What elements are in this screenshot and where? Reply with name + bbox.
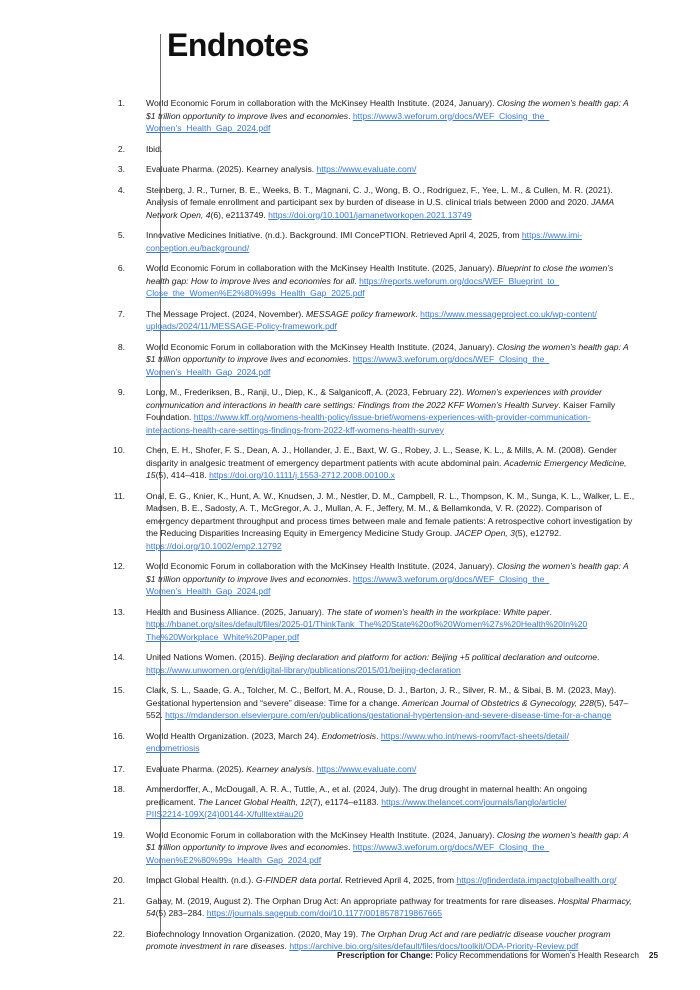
endnote-citation-text: Innovative Medicines Initiative. (n.d.). Background. IMI ConcePTION. Retrieved April 4, 2025, from [146, 230, 522, 240]
endnote-number: 13. [113, 606, 125, 617]
endnote-link[interactable]: https://www.kff.org/womens-health-policy/issue-brief/womens-experiences-with-provider-communication-interactions-health-care-settings-findings-from-2022-kff-womens-health-survey [146, 412, 591, 435]
endnote-citation-text: Onal, E. G., Knier, K., Hunt, A. W., Knudsen, J. M., Nestler, D. M., Campbell, R. L., Thompson, K. M., Sunga, K. L., Walker, L. E., Madsen, B. E., Sadosty, A. T., McGregor, A. J., Mullan, A. F., Jeffery, M. M., & Bellamkonda, V. R. (2022). Comparison of emergency department throughput and process times between male and female patients: A retrospective cohort investigation by the Reducing Disparities Increasing Equity in Emergency Medicine Study Group. [146, 490, 637, 538]
endnote-number: 16. [113, 730, 125, 741]
endnote-link[interactable]: https://www3.weforum.org/docs/WEF_Closing_the_ Women’s_Health_Gap_2024.pdf [146, 354, 550, 377]
endnote-text [146, 928, 636, 953]
endnote-citation-text: World Economic Forum in collaboration with the McKinsey Health Institute. (2025, January). [146, 263, 497, 273]
endnote-citation-text: Impact Global Health. (n.d.). [146, 875, 256, 885]
endnote-number: 18. [113, 784, 125, 794]
endnote-link[interactable]: https://www3.weforum.org/docs/WEF_Closing_the_ Women’s_Health_Gap_2024.pdf [146, 110, 550, 133]
endnote-number: 10. [113, 445, 125, 455]
endnote-citation-text: . [415, 308, 421, 319]
page-number: 25 [648, 951, 658, 960]
endnote-text [146, 341, 636, 379]
endnote-link[interactable]: https://www.evaluate.com/ [316, 763, 417, 774]
endnote-item [0, 229, 700, 254]
endnote-text [146, 184, 636, 222]
endnote-link[interactable]: https://www.messageproject.co.uk/wp-content/ uploads/2024/11/MESSAGE-Policy-framework.pdf [146, 308, 597, 331]
endnote-citation-text: Steinberg, J. R., Turner, B. E., Weeks, B. T., Magnani, C. J., Wong, B. O., Rodriguez, F., Yee, L. M., & Cullen, M. R. (2021). Analysis of female enrollment and participant sex by burden of disease in U.S. clinical trials between 2000 and 2020. [146, 184, 615, 207]
endnote-citation-text: The Message Project. (2024, November). [146, 308, 307, 319]
page-title: Endnotes [167, 27, 309, 63]
endnote-citation-text: (5) 283–284. [155, 908, 207, 918]
page-footer [337, 951, 658, 960]
endnote-item [0, 262, 700, 300]
endnote-source-title: MESSAGE policy framework [306, 308, 416, 319]
endnote-number: 8. [117, 341, 125, 352]
endnote-source-title: The Lancet Global Health, 12 [198, 796, 310, 807]
endnote-source-title: Endometriosis [321, 730, 377, 741]
endnote-text [146, 684, 636, 722]
endnote-item [0, 143, 700, 156]
endnote-citation-text: . Retrieved April 4, 2025, from [340, 875, 457, 885]
endnote-number: 17. [113, 763, 125, 774]
endnote-item [0, 163, 700, 176]
endnote-number: 6. [117, 263, 125, 273]
endnote-number: 5. [117, 230, 125, 240]
endnote-citation-text: (5), 414–418. [155, 470, 210, 480]
endnote-text [146, 829, 636, 867]
endnote-citation-text: World Health Organization. (2023, March 24). [146, 730, 322, 741]
endnote-item [0, 928, 700, 953]
endnote-source-title: American Journal of Obstetrics & Gynecology, 228 [402, 697, 594, 708]
endnote-citation-text: Evaluate Pharma. (2025). Kearney analysis. [146, 164, 317, 174]
endnote-citation-text: . [549, 606, 552, 617]
endnote-item [0, 97, 700, 135]
endnote-citation-text: Chen, E. H., Shofer, F. S., Dean, A. J., Hollander, J. E., Baxt, W. G., Robey, J. L., Sease, K. L., & Mills, A. M. (2008). Gender disparity in analgesic treatment of emergency department patients with acute abdominal pain. [146, 445, 620, 468]
endnote-source-title: JACEP Open, 3 [454, 528, 515, 538]
endnote-text [146, 783, 636, 821]
endnote-number: 11. [113, 490, 125, 501]
endnote-text [146, 651, 636, 676]
footer-report-subtitle: Policy Recommendations for Women’s Health Research [433, 951, 639, 960]
endnote-citation-text: . [348, 573, 353, 584]
endnote-item [0, 829, 700, 867]
endnote-source-title: The Orphan Drug Act and rare pediatric disease voucher program promote investment in rare diseases [146, 928, 613, 951]
endnote-citation-text: Gabay, M. (2019, August 2). The Orphan Drug Act: An appropriate pathway for treatments for rare diseases. [146, 895, 558, 906]
endnote-source-title: Kearney analysis [246, 763, 312, 774]
endnote-citation-text: World Economic Forum in collaboration with the McKinsey Health Institute. (2024, January). [146, 829, 497, 840]
endnote-citation-text: World Economic Forum in collaboration with the McKinsey Health Institute. (2024, January). [146, 341, 497, 352]
endnote-link[interactable]: https://www.evaluate.com/ [316, 164, 417, 174]
endnote-text [146, 262, 636, 300]
endnote-citation-text: . Kaiser Family Foundation. [146, 399, 618, 422]
endnote-link[interactable]: https://journals.sagepub.com/doi/10.1177/0018578719867665 [206, 908, 443, 918]
endnote-citation-text: Ammerdorffer, A., McDougall, A. R. A., Tuttle, A., et al. (2024, July). The drug drought in maternal health: An ongoing predicament. [146, 784, 590, 807]
endnote-citation-text: World Economic Forum in collaboration with the McKinsey Health Institute. (2024, January). [146, 98, 497, 108]
endnote-citation-text: (5), e12792. [514, 528, 564, 538]
endnote-citation-text: . [597, 652, 600, 662]
endnote-citation-text: . [284, 941, 290, 951]
endnote-citation-text: (6), e2113749. [210, 209, 269, 220]
endnote-link[interactable]: https://www.imi- conception.eu/background/ [146, 230, 583, 253]
endnote-text [146, 490, 636, 553]
endnote-citation-text: . [348, 110, 353, 121]
endnote-number: 20. [113, 875, 125, 885]
endnote-citation-text: Evaluate Pharma. (2025). [146, 763, 247, 774]
endnote-number: 14. [113, 652, 125, 662]
endnote-item [0, 730, 700, 755]
endnote-citation-text: World Economic Forum in collaboration with the McKinsey Health Institute. (2024, January). [146, 561, 497, 571]
endnote-citation-text: United Nations Women. (2015). [146, 652, 269, 662]
endnote-source-title: Closing the women’s health gap: A $1 trillion opportunity to improve lives and economies [146, 341, 631, 364]
endnote-link[interactable]: https://archive.bio.org/sites/default/files/docs/toolkit/ODA-Priority-Review.pdf [289, 941, 579, 951]
endnote-text [146, 874, 636, 887]
endnote-link[interactable]: https://www3.weforum.org/docs/WEF_Closing_the_ Women%E2%80%99s_Health_Gap_2024.pdf [146, 842, 550, 865]
endnote-item [0, 606, 700, 644]
endnote-source-title: Hospital Pharmacy, 54 [146, 895, 635, 918]
endnote-text [146, 763, 636, 776]
endnote-source-title: G-FINDER data portal [255, 875, 341, 885]
endnote-link[interactable]: https://www.who.int/news-room/fact-sheets/detail/ endometriosis [146, 730, 570, 753]
endnote-citation-text: (5), 547–552. [146, 697, 629, 720]
endnote-number: 2. [117, 143, 125, 154]
endnotes-list [0, 97, 700, 961]
endnote-citation-text: . [348, 842, 353, 852]
endnote-citation-text: (7), e1174–e1183. [309, 796, 382, 807]
endnote-citation-text: . [311, 763, 317, 774]
endnote-item [0, 386, 700, 436]
endnote-number: 12. [113, 561, 125, 571]
endnote-item [0, 763, 700, 776]
endnote-item [0, 341, 700, 379]
endnote-citation-text: Biotechnology Innovation Organization. (2020, May 19). [146, 928, 361, 939]
endnote-item [0, 184, 700, 222]
endnote-link[interactable]: https://reports.weforum.org/docs/WEF_Blueprint_to_ Close_the_Women%E2%80%99s_Health_Gap_2025.pdf [146, 275, 560, 298]
endnote-link[interactable]: https://gfinderdata.impactglobalhealth.org/ [456, 875, 617, 885]
endnote-link[interactable]: https://hbanet.org/sites/default/files/2025-01/ThinkTank_The%20State%20of%20Women%27s%20Health%20In%20 The%20Workplace_White%20Paper.pdf [146, 619, 588, 642]
endnote-number: 19. [113, 829, 125, 840]
endnote-source-title: Beijing declaration and platform for action: Beijing +5 political declaration and outcome [268, 652, 598, 662]
endnote-number: 15. [113, 685, 125, 695]
endnote-source-title: Closing the women’s health gap: A $1 trillion opportunity to improve lives and economies [146, 561, 631, 584]
endnote-link[interactable]: https://doi.org/10.1111/j.1553-2712.2008.00100.x [209, 470, 395, 480]
endnote-text [146, 606, 636, 644]
endnote-source-title: The state of women’s health in the workplace: White paper [326, 606, 550, 617]
endnote-link[interactable]: https://www.thelancet.com/journals/langlo/article/ PIIS2214-109X(24)00144-X/fulltext#au20 [146, 796, 567, 819]
endnote-source-title: JAMA Network Open, 4 [146, 197, 617, 220]
endnote-text [146, 308, 636, 333]
endnote-citation-text: . [376, 730, 381, 741]
endnote-text [146, 560, 636, 598]
endnote-number: 22. [113, 928, 125, 939]
endnote-source-title: Closing the women’s health gap: A $1 trillion opportunity to improve lives and economies [146, 98, 631, 121]
endnote-text [146, 444, 636, 482]
endnote-citation-text: Ibid. [146, 143, 163, 154]
endnote-text [146, 895, 636, 920]
endnote-link[interactable]: https://www3.weforum.org/docs/WEF_Closing_the_ Women’s_Health_Gap_2024.pdf [146, 573, 550, 596]
endnote-text [146, 143, 636, 156]
endnote-number: 1. [117, 98, 125, 108]
endnote-text [146, 229, 636, 254]
endnote-item [0, 651, 700, 676]
endnote-item [0, 783, 700, 821]
endnote-citation-text: Long, M., Frederiksen, B., Ranji, U., Diep, K., & Salganicoff, A. (2023, February 22). [146, 387, 467, 397]
endnote-number: 4. [117, 184, 125, 195]
endnote-item [0, 444, 700, 482]
endnote-item [0, 895, 700, 920]
endnote-link[interactable]: https://mdanderson.elsevierpure.com/en/publications/gestational-hypertension-and-severe-disease-time-for-a-change [165, 710, 612, 720]
endnote-number: 21. [113, 895, 125, 906]
endnote-item [0, 874, 700, 887]
endnote-link[interactable]: https://doi.org/10.1001/jamanetworkopen.2021.13749 [268, 209, 472, 220]
endnote-text [146, 730, 636, 755]
endnote-number: 9. [117, 387, 125, 397]
endnote-text [146, 163, 636, 176]
endnote-source-title: Blueprint to close the women’s health gap: How to improve lives and economies for all [146, 263, 616, 286]
footer-report-title: Prescription for Change: [337, 951, 434, 960]
endnote-text [146, 97, 636, 135]
endnote-source-title: Closing the women’s health gap: A $1 trillion opportunity to improve lives and economies [146, 829, 631, 852]
endnote-number: 3. [117, 164, 125, 174]
endnote-citation-text: Clark, S. L., Saade, G. A., Tolcher, M. C., Belfort, M. A., Rouse, D. J., Barton, J. R., Silver, R. M., & Sibai, B. M. (2023, May). Gestational hypertension and “severe” disease: Time for a change. [146, 685, 619, 708]
endnote-source-title: Academic Emergency Medicine, 15 [146, 457, 629, 480]
endnote-text [146, 386, 636, 436]
endnote-citation-text: . [354, 275, 360, 286]
endnote-item [0, 490, 700, 553]
endnote-item [0, 560, 700, 598]
endnote-citation-text: . [348, 354, 353, 364]
endnote-citation-text: Health and Business Alliance. (2025, January). [146, 606, 327, 617]
endnote-item [0, 308, 700, 333]
endnote-number: 7. [117, 308, 125, 319]
endnote-link[interactable]: https://www.unwomen.org/en/digital-library/publications/2015/01/beijing-declaration [146, 664, 461, 675]
endnote-link[interactable]: https://doi.org/10.1002/emp2.12792 [146, 540, 282, 551]
endnote-source-title: Women’s experiences with provider communication and interactions in health care settings: Findings from the 2022 KFF Women’s Health Survey [146, 387, 605, 410]
endnote-item [0, 684, 700, 722]
